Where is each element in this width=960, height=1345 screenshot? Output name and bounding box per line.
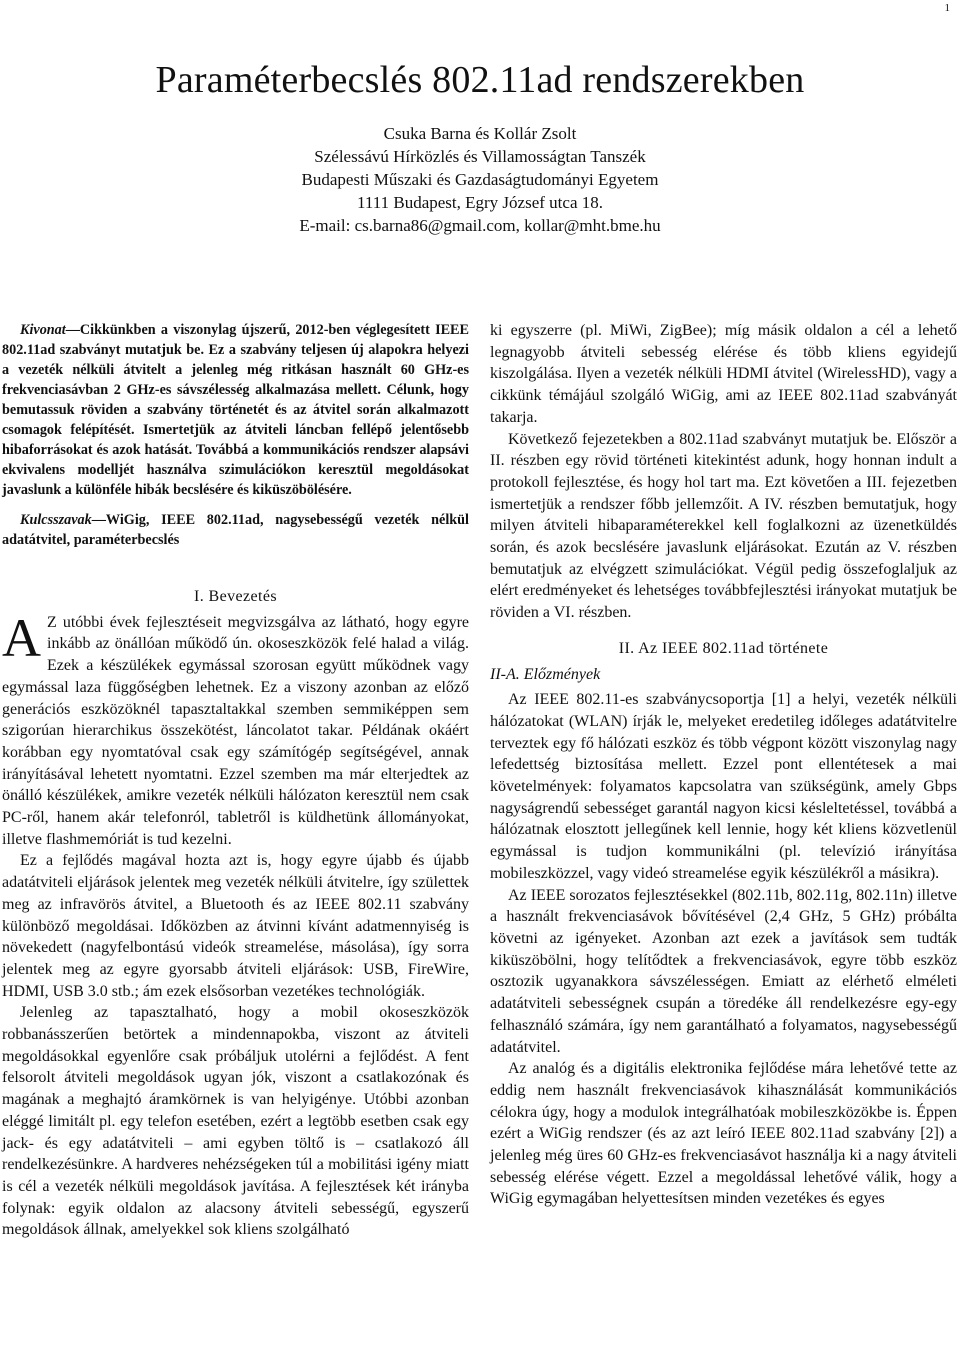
history-paragraph-3: Az analóg és a digitális elektronika fejlődése mára lehetővé tette az eddig nem használt frekvenciasávok kihasználását kommunikációs célokra úgy, hogy a modulok integrálhatóak mobileszközökbe is. Éppen ezért a WiGig rendszer (és az azt leíró IEEE 802.11ad szabvány [2]) a jelenleg még üres 60 GHz-es frekvenciasávot használja ki a nagy átviteli sebesség elérése végett. Ezzel a megoldással lehetővé válik, hogy a WiGig egymagában helyettesítsen minden vezetékes és egyes (490, 1060, 957, 1208)
keywords-text: —WiGig, IEEE 802.11ad, nagysebességű vezeték nélkül adatátvitel, paraméterbecslés (2, 512, 469, 548)
drop-cap: A (2, 607, 41, 668)
author-address: 1111 Budapest, Egry József utca 18. (357, 193, 603, 212)
abstract (2, 320, 469, 500)
subsection-heading-background: II-A. Előzmények (490, 665, 601, 683)
keywords (2, 510, 469, 550)
abstract-lead: Kivonat (20, 322, 66, 338)
intro-paragraph-3: Jelenleg az tapasztalható, hogy a mobil okoseszközök robbanásszerűen betörtek a mindennapokba, viszont az átviteli megoldásokkal egyenlőre csak próbáljuk utolérni a fejlődést. A fent felsorolt átviteli megoldások ugyan jók, viszont a csatlakozónak és magának a meghajtó áramkörnek is van helyigénye. Utóbbi azonban eléggé limitált pl. egy telefon esetében, ezért a legtöbb esetben csak egy jack- és egy adatátviteli – ami egyben töltő is – csatlakozó áll rendelkezésünkre. A hardveres nehézségeken túl a mobilitási igény miatt is cél a vezeték nélküli megoldások javítása. A fejlesztések két irányba folynak: egyik oldalon az alacsony átviteli sebességű, egyszerű megoldások állnak, amelyekkel sok kliens szolgálható (2, 1004, 469, 1239)
right-column (490, 320, 957, 1210)
author-department: Szélessávú Hírközlés és Villamosságtan Tanszék (314, 147, 646, 166)
left-column (2, 320, 469, 1241)
intro-paragraph-1: A Z utóbbi évek fejlesztéseit megvizsgálva az látható, hogy egyre inkább az önállóan működő ún. okoseszközök felé halad a világ. Ezek a készülékek egymással szorosan együtt működnek vagy egymással laza függőségben lehetnek. Ez a viszony azonban az előző generációs eszközöknél tapasztaltakkal szemben semmiképpen sem szigorúan hierarchikus összekötést, láncolatot takar. Példának okáért korábban egy nyomtatóval csak egy számítógép segítségével, annak irányításával lehetett nyomtatni. Ezzel szemben ma már elterjedtek az önálló készülékek, amikre vezeték nélküli hálózaton keresztül nem csak PC-ről, hanem akár telefonról, tabletről is küldhetünk állományokat, illetve flashmemóriát is tud kezelni. (2, 607, 469, 848)
page-number: 1 (944, 2, 950, 14)
intro-paragraph-4: Következő fejezetekben a 802.11ad szabványt mutatjuk be. Először a II. részben egy rövid történeti kitekintést adunk, hogy honnan indult a protokoll fejlesztése, és hogy hol tart ma. Ezt követően a III. fejezetben ismertetjük a rendszer főbb jellemzőit. A IV. részben bemutatjuk, hogy milyen átviteli hibaparaméterekkel kell foglalkozni az üzenetküldés során, és azok becslésére javaslunk eljárásokat. Ezután az V. részben bemutatjuk az elvégzett szimulációkat. Végül pedig összefoglaljuk az elért eredményeket és lehetséges továbbfejlesztési irányokat mutatjuk be röviden a VI. részben. (490, 430, 957, 622)
author-university: Budapesti Műszaki és Gazdaságtudományi Egyetem (301, 170, 659, 189)
section-heading-introduction: I. Bevezetés (194, 588, 277, 605)
keywords-lead: Kulcsszavak (20, 512, 92, 528)
author-email: E-mail: cs.barna86@gmail.com, kollar@mht.bme.hu (299, 216, 661, 235)
author-names: Csuka Barna és Kollár Zsolt (383, 124, 577, 143)
history-paragraph-2: Az IEEE sorozatos fejlesztésekkel (802.11b, 802.11g, 802.11n) illetve a használt frekvenciasávok bővítésével (2,4 GHz, 5 GHz) próbálta követni az igényeket. Azonban azt ezek a javítások sem tudták kiküszöbölni, hogy telítődtek a frekvenciasávok, egyre több eszköz osztozik ugyanakkora sávszélességen. Emiatt az elérhető elméleti adatátviteli sebességnek csupán a töredéke áll rendelkezésre egy-egy felhasználó számára, így nem garantálható a folyamatos, nagysebességű adatátvitel. (490, 886, 957, 1056)
section-heading-history: II. Az IEEE 802.11ad története (618, 639, 829, 657)
intro-paragraph-2: Ez a fejlődés magával hozta azt is, hogy egyre újabb és újabb adatátviteli eljárások jelentek meg vezeték nélküli átvitelre, így születtek meg az infravörös átvitel, a Bluetooth és az IEEE 802.11 szabvány különböző megoldásai. Időközben az átvinni kívánt adatmennyiség is növekedett (nagyfelbontású videók streamelése, másolása), így sorra jelentek meg az egyre gyorsabb átviteli eljárások: USB, FireWire, HDMI, USB 3.0 stb.; ám ezek elsősorban vezetékes technológiák. (2, 852, 469, 1000)
intro-paragraph-3-cont: ki egyszerre (pl. MiWi, ZigBee); míg másik oldalon a cél a lehető legnagyobb átviteli sebesség elérése és több kliens egyidejű kiszolgálása. Ilyen a vezeték nélküli HDMI átvitel (WirelessHD), vagy a cikkünk témájául szolgáló WiGig, ami az IEEE 802.11ad szabványát takarja. (490, 322, 957, 426)
paper-title: Paraméterbecslés 802.11ad rendszerekben (155, 59, 805, 101)
author-block (0, 122, 960, 237)
history-paragraph-1: Az IEEE 802.11-es szabványcsoportja [1] a helyi, vezeték nélküli hálózatokat (WLAN) írják le, melyeket eredetileg időleges adatátvitelre terveztek egy fő hálózati eszköz és több végpont között viszonylag nagy lefedettség biztosítása mellett. Ezzel pont ellentétesek a mai követelmények: folyamatos kapcsolatra van szükségünk, amely Gbps nagyságrendű sebességet garantál nagyon kicsi késleltetéssel, továbbá a hálózatnak elosztott jellegűnek kell lennie, hogy két kliens közvetlenül egymással is tudjon kommunikálni (pl. televízió irányítása mobileszközzel, vagy videó streamelése egyik készülékről a másikra). (490, 691, 957, 882)
abstract-text: —Cikkünkben a viszonylag újszerű, 2012-ben véglegesített IEEE 802.11ad szabványt mutatjuk be. Ez a szabvány teljesen új alapokra helyezi a vezeték nélküli átvitelt a jelenleg még ritkásan használt 60 GHz-es frekvenciasávban 2 GHz-es sávszélesség alkalmazása mellett. Célunk, hogy bemutassuk röviden a szabvány történetét és az átvitel során alkalmazott csomagok felépítését. Ismertetjük az átviteli láncban fellépő jelentősebb hibaforrásokat és azok hatását. Továbbá a kommunikációs rendszer alapsávi ekvivalens modelljét használva szimulációkon keresztül megoldásokat javaslunk a különféle hibák becslésére és kiküszöbölésére. (2, 322, 469, 498)
